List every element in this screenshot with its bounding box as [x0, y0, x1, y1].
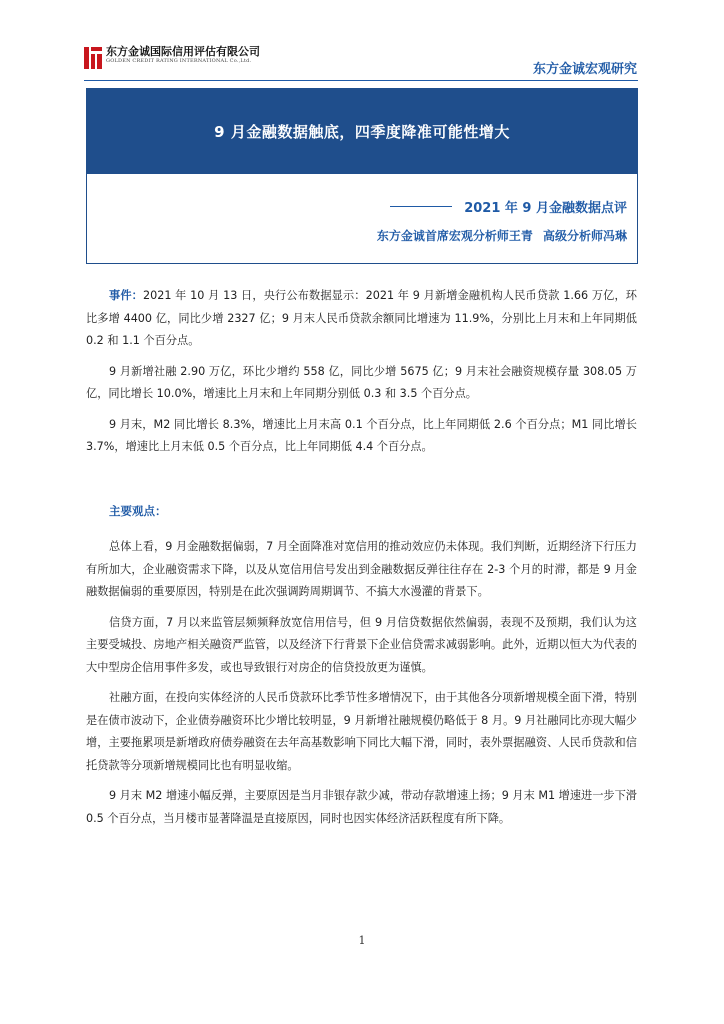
- subtitle-text: 2021 年 9 月金融数据点评: [464, 201, 627, 216]
- subtitle-box: [86, 174, 638, 264]
- event-label: 事件：: [109, 289, 143, 302]
- views-paragraph-1: 总体上看，9 月金融数据偏弱，7 月全面降准对宽信用的推动效应仍未体现。我们判断，近期经济下行压力有所加大，企业融资需求下降，以及从宽信用信号发出到金融数据反弹往往存在 2-3 个月的时滞，都是 9 月金融数据偏弱的重要原因，特别是在此次强调跨周期调节、不搞大水漫灌的背景下。: [86, 540, 637, 598]
- report-title: 9 月金融数据触底，四季度降准可能性增大: [214, 122, 510, 141]
- views-section: [86, 536, 637, 830]
- page-number: 1: [358, 934, 366, 947]
- event-section: [86, 285, 637, 459]
- views-heading-wrap: [86, 500, 637, 523]
- logo-icon: [84, 47, 102, 69]
- company-logo: [84, 46, 260, 69]
- views-heading: 主要观点：: [109, 504, 167, 518]
- company-name-cn: 东方金诚国际信用评估有限公司: [106, 45, 260, 58]
- event-paragraph-2: 9 月新增社融 2.90 万亿，环比少增约 558 亿，同比少增 5675 亿；9 月末社会融资规模存量 308.05 万亿，同比增长 10.0%，增速比上月末和上年同期分别低 0.3 和 3.5 个百分点。: [86, 364, 637, 400]
- event-paragraph-3: 9 月末，M2 同比增长 8.3%，增速比上月末高 0.1 个百分点，比上年同期低 2.6 个百分点；M1 同比增长 3.7%，增速比上月末低 0.5 个百分点，比上年同期低 4.4 个百分点。: [86, 417, 637, 453]
- report-subtitle: [390, 197, 627, 216]
- views-paragraph-2: 信贷方面，7 月以来监管层频频释放宽信用信号，但 9 月信贷数据依然偏弱，表现不及预期，我们认为这主要受城投、房地产相关融资严监管，以及经济下行背景下企业信贷需求减弱影响。此外，近期以恒大为代表的大中型房企信用事件多发，或也导致银行对房企的信贷投放更为谨慎。: [86, 615, 637, 674]
- department-label: 东方金诚宏观研究: [532, 62, 637, 77]
- company-name-en: GOLDEN CREDIT RATING INTERNATIONAL Co.,Ltd.: [106, 58, 252, 64]
- header-divider: [84, 80, 638, 81]
- views-paragraph-3: 社融方面，在投向实体经济的人民币贷款环比季节性多增情况下，由于其他各分项新增规模全面下滑，特别是在债市波动下，企业债券融资环比少增比较明显，9 月新增社融规模仍略低于 8 月。9 月社融同比亦现大幅少增，主要拖累项是新增政府债券融资在去年高基数影响下同比大幅下滑，同时，表外票据融资、人民币贷款和信托贷款等分项新增规模同比也有明显收缩。: [86, 691, 637, 772]
- views-paragraph-4: 9 月末 M2 增速小幅反弹，主要原因是当月非银存款少减，带动存款增速上扬；9 月末 M1 增速进一步下滑 0.5 个百分点，当月楼市显著降温是直接原因，同时也因实体经济活跃程度有所下降。: [86, 789, 637, 825]
- subtitle-dash: [390, 206, 452, 207]
- report-authors: 东方金诚首席宏观分析师王青 高级分析师冯琳: [376, 229, 627, 243]
- event-paragraph-1: [86, 285, 637, 353]
- title-banner: [86, 88, 638, 174]
- event-text-1: 2021 年 10 月 13 日，央行公布数据显示：2021 年 9 月新增金融机构人民币贷款 1.66 万亿，环比多增 4400 亿，同比少增 2327 亿；9 月末人民币贷款余额同比增速为 11.9%，分别比上月末和上年同期低 0.2 和 1.1 个百分点。: [86, 289, 637, 347]
